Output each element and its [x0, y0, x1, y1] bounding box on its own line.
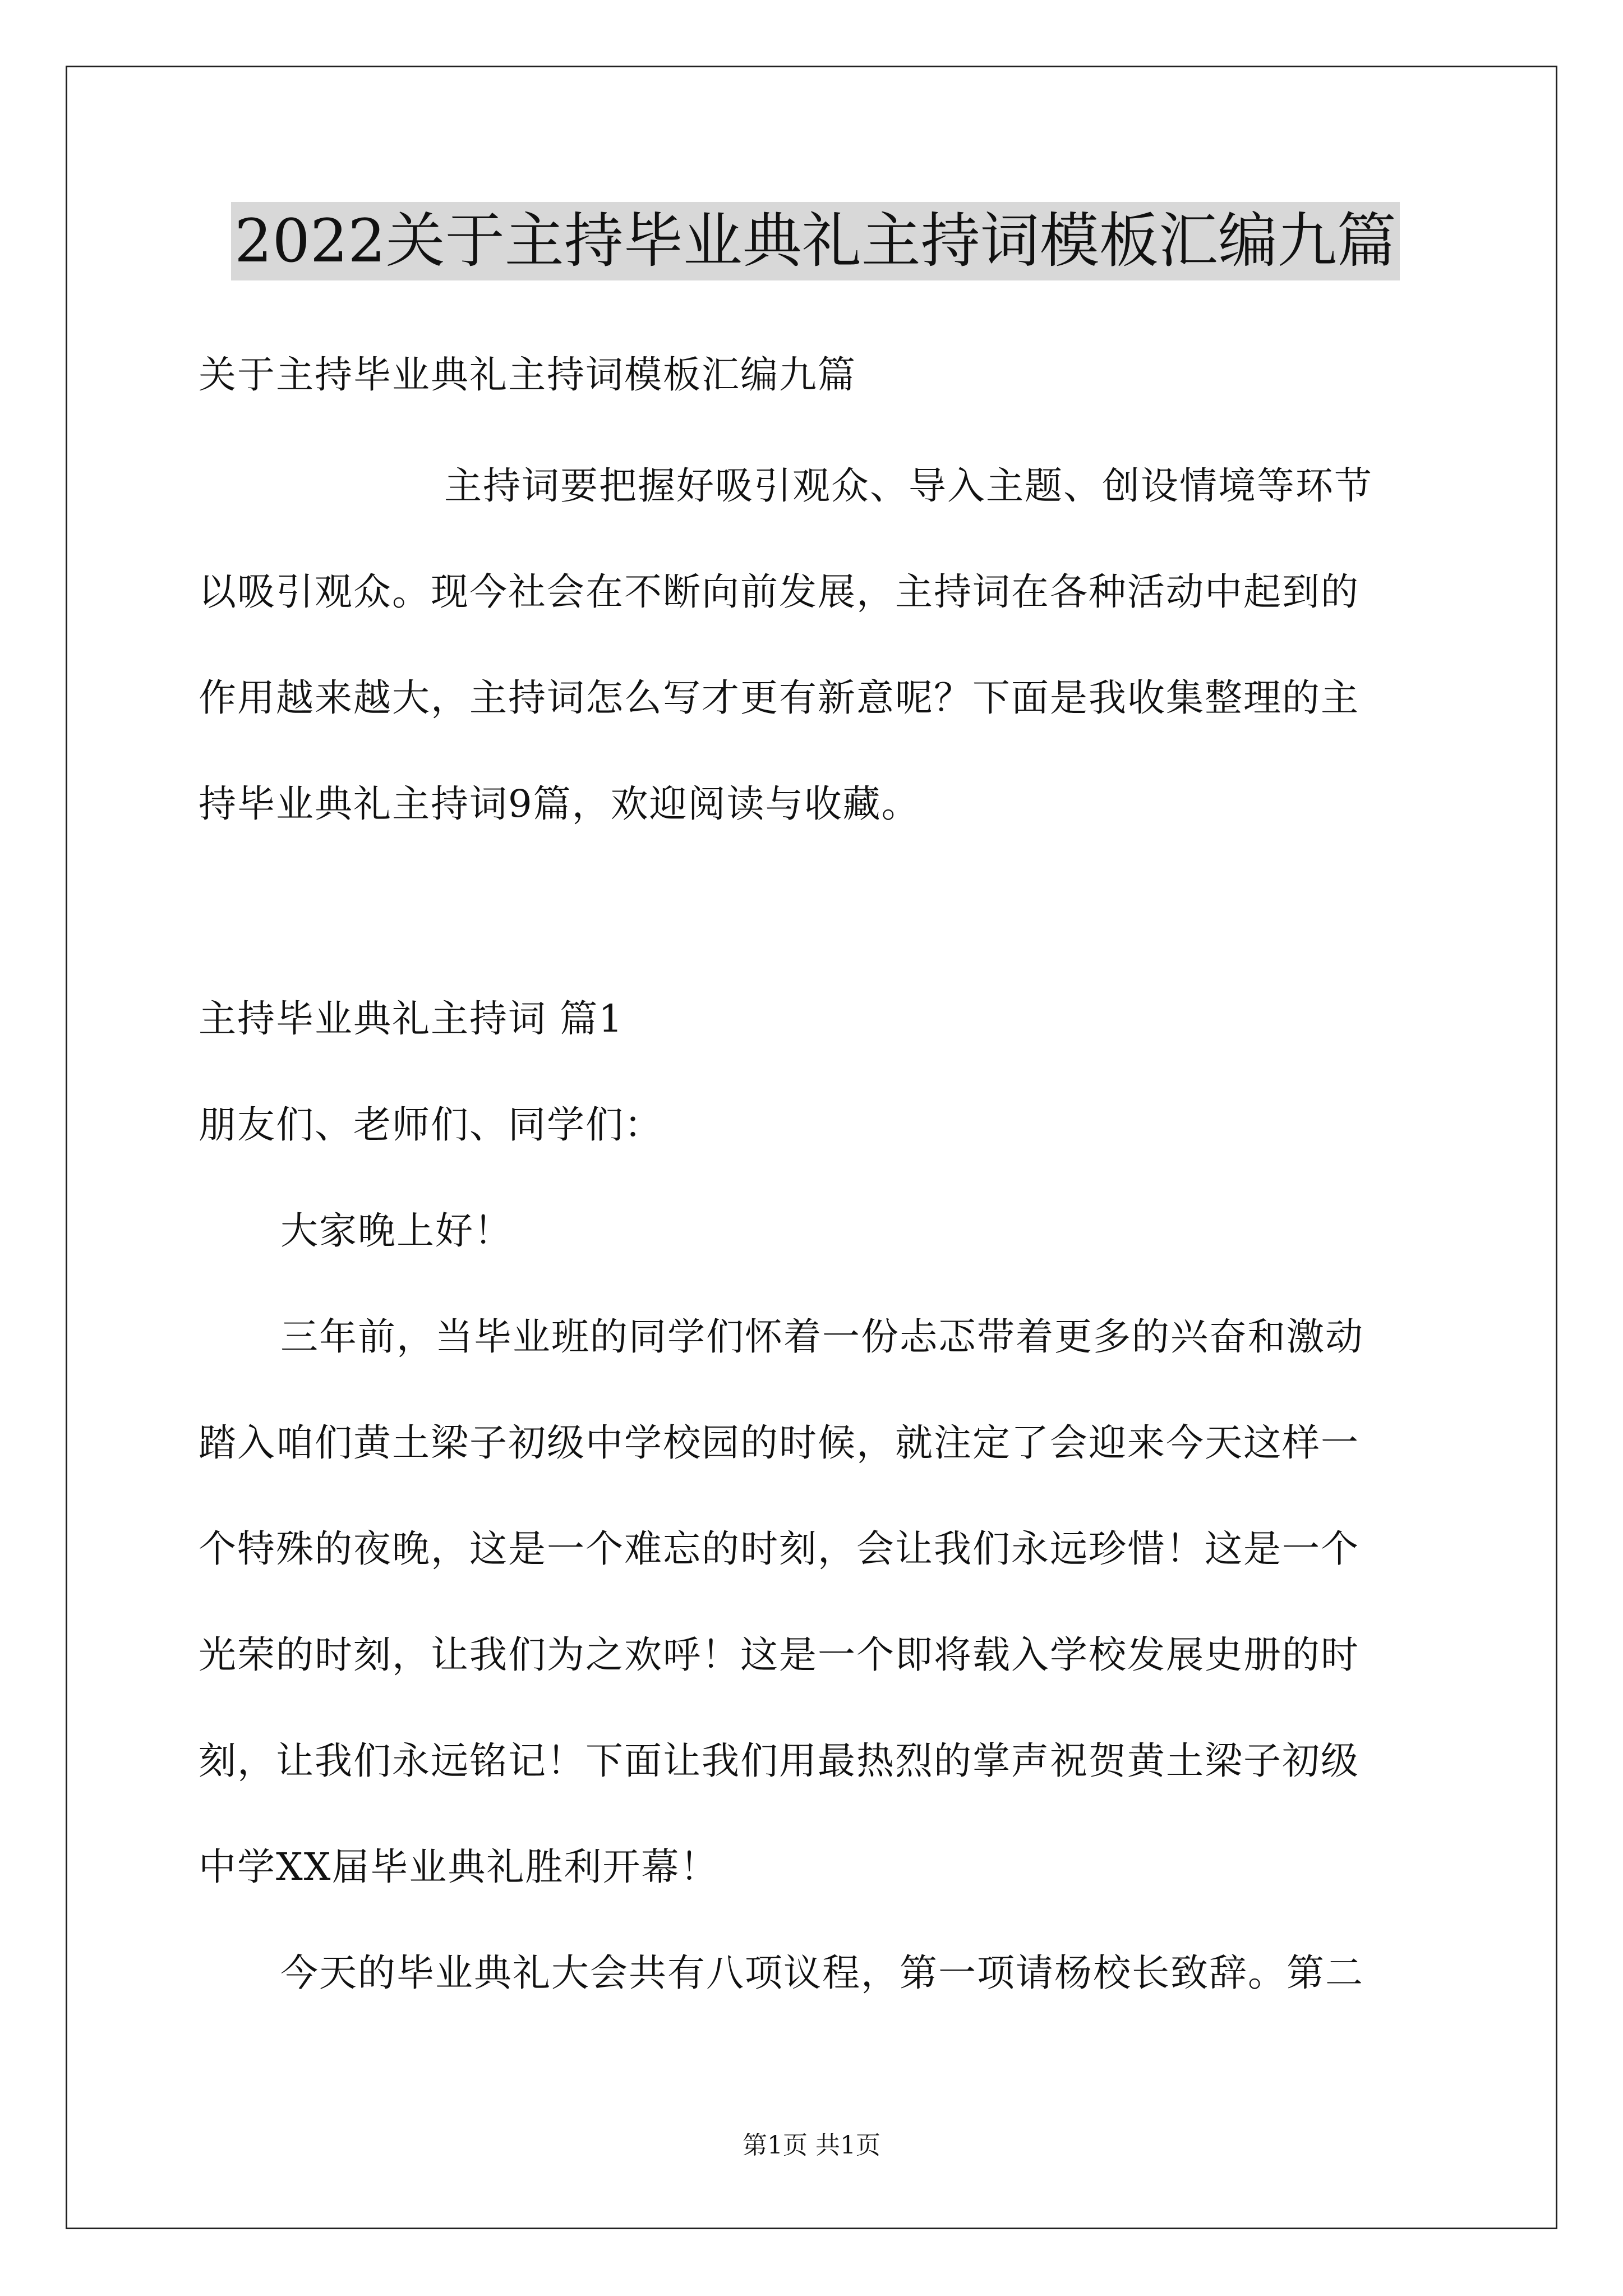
body-line-6: 中学XX届毕业典礼胜利开幕！ — [199, 1845, 719, 1889]
body-line-4: 光荣的时刻，让我们为之欢呼！这是一个即将载入学校发展史册的时 — [199, 1633, 1359, 1677]
body-line-1: 三年前，当毕业班的同学们怀着一份忐忑带着更多的兴奋和激动 — [280, 1315, 1364, 1359]
body-line-3: 个特殊的夜晚，这是一个难忘的时刻，会让我们永远珍惜！这是一个 — [199, 1527, 1359, 1571]
greeting: 朋友们、老师们、同学们： — [199, 1103, 663, 1147]
page-footer: 第1页 共1页 — [743, 2131, 880, 2160]
agenda-line: 今天的毕业典礼大会共有八项议程，第一项请杨校长致辞。第二 — [280, 1951, 1364, 1995]
document-title: 2022关于主持毕业典礼主持词模板汇编九篇 — [231, 202, 1400, 280]
salutation: 大家晚上好！ — [280, 1209, 513, 1253]
intro-line-4: 持毕业典礼主持词9篇，欢迎阅读与收藏。 — [199, 782, 920, 826]
intro-line-2: 以吸引观众。现今社会在不断向前发展，主持词在各种活动中起到的 — [199, 570, 1359, 614]
section-heading: 主持毕业典礼主持词 篇1 — [199, 997, 624, 1041]
intro-line-1: 主持词要把握好吸引观众、导入主题、创设情境等环节 — [444, 464, 1373, 508]
body-line-2: 踏入咱们黄土梁子初级中学校园的时候，就注定了会迎来今天这样一 — [199, 1421, 1359, 1465]
body-line-5: 刻，让我们永远铭记！下面让我们用最热烈的掌声祝贺黄土梁子初级 — [199, 1739, 1359, 1783]
document-subtitle: 关于主持毕业典礼主持词模板汇编九篇 — [199, 353, 856, 397]
intro-line-3: 作用越来越大，主持词怎么写才更有新意呢？下面是我收集整理的主 — [199, 676, 1359, 720]
